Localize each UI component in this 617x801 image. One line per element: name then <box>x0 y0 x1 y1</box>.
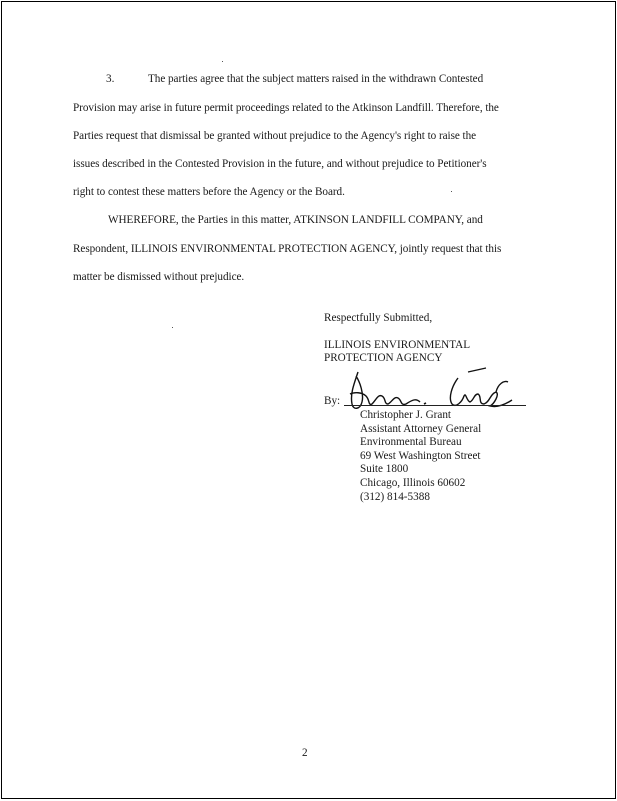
wherefore-line-1: WHEREFORE, the Parties in this matter, ATKINSON LANDFILL COMPANY, and <box>108 214 483 226</box>
wherefore-line-3: matter be dismissed without prejudice. <box>73 271 245 283</box>
signer-title: Assistant Attorney General <box>360 422 482 435</box>
signer-phone: (312) 814-5388 <box>360 490 430 503</box>
signer-street: 69 West Washington Street <box>360 449 481 462</box>
signer-address-block <box>360 409 481 504</box>
by-label: By: <box>324 395 341 407</box>
paragraph3-line-4: issues described in the Contested Provision in the future, and without prejudice to Petitioner's <box>73 158 487 170</box>
paragraph3-line-3: Parties request that dismissal be granted without prejudice to the Agency's right to raise the <box>73 130 477 142</box>
signer-city: Chicago, Illinois 60602 <box>360 476 466 489</box>
org-line-2: PROTECTION AGENCY <box>324 352 443 364</box>
scan-speck <box>172 327 173 328</box>
org-line-1: ILLINOIS ENVIRONMENTAL <box>324 339 471 351</box>
organization-name <box>324 339 470 365</box>
page-number: 2 <box>302 747 308 759</box>
scan-speck <box>222 61 223 62</box>
signer-name: Christopher J. Grant <box>360 409 452 421</box>
signature-line <box>344 405 526 406</box>
document-page <box>1 1 616 799</box>
paragraph3-line-1: The parties agree that the subject matters raised in the withdrawn Contested <box>148 73 484 85</box>
signer-suite: Suite 1800 <box>360 463 409 476</box>
closing-text: Respectfully Submitted, <box>324 312 433 324</box>
paragraph3-line-5: right to contest these matters before the Agency or the Board. <box>73 186 345 198</box>
paragraph3-line-2: Provision may arise in future permit proceedings related to the Atkinson Landfill. Therefore, the <box>73 102 499 114</box>
scan-speck <box>451 191 452 192</box>
wherefore-line-2: Respondent, ILLINOIS ENVIRONMENTAL PROTECTION AGENCY, jointly request that this <box>73 243 502 255</box>
paragraph-number: 3. <box>106 73 115 85</box>
handwritten-signature <box>340 364 530 414</box>
signer-bureau: Environmental Bureau <box>360 436 462 449</box>
